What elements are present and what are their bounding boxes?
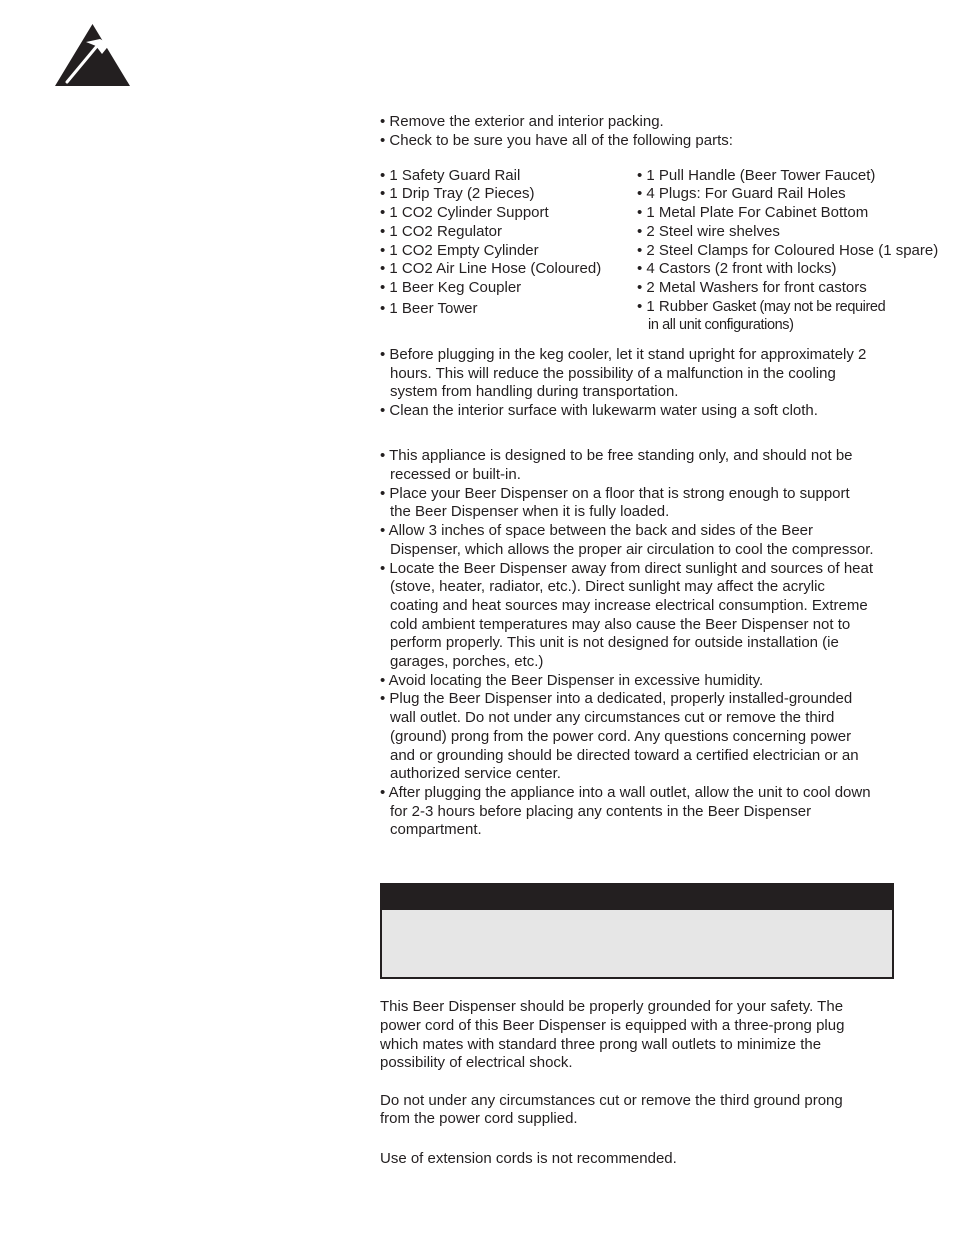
part-item: • 1 Drip Tray (2 Pieces) <box>380 185 535 202</box>
installation-line: coating and heat sources may increase electrical consumption. Extreme <box>390 597 868 614</box>
grounding-line: possibility of electrical shock. <box>380 1054 573 1071</box>
grounding-line: Use of extension cords is not recommended. <box>380 1150 677 1167</box>
installation-line: wall outlet. Do not under any circumstances cut or remove the third <box>390 709 835 726</box>
part-item: • 4 Castors (2 front with locks) <box>637 260 837 277</box>
installation-line: cold ambient temperatures may also cause the Beer Dispenser not to <box>390 616 851 633</box>
installation-line: for 2-3 hours before placing any contents in the Beer Dispenser <box>390 803 812 820</box>
before-use-line: • Clean the interior surface with lukewarm water using a soft cloth. <box>380 402 818 419</box>
gasket-prefix: • 1 Rubber <box>637 298 713 315</box>
part-item: • 1 Beer Keg Coupler <box>380 279 522 296</box>
hammer-triangle-icon <box>55 24 130 86</box>
part-item: • 1 CO2 Air Line Hose (Coloured) <box>380 260 602 277</box>
grounding-line: which mates with standard three prong wall outlets to minimize the <box>380 1036 822 1053</box>
installation-line: (ground) prong from the power cord. Any questions concerning power <box>390 728 852 745</box>
part-item: • 1 CO2 Cylinder Support <box>380 204 549 221</box>
installation-line: • This appliance is designed to be free standing only, and should not be <box>380 447 853 464</box>
installation-line: • Allow 3 inches of space between the back and sides of the Beer <box>380 522 814 539</box>
installation-line: Dispenser, which allows the proper air circulation to cool the compressor. <box>390 541 874 558</box>
before-use-line: • Before plugging in the keg cooler, let it stand upright for approximately 2 <box>380 346 867 363</box>
warning-box <box>380 883 894 979</box>
part-item: • 2 Metal Washers for front castors <box>637 279 867 296</box>
grounding-line: from the power cord supplied. <box>380 1110 578 1127</box>
installation-line: • Avoid locating the Beer Dispenser in excessive humidity. <box>380 672 764 689</box>
part-item: • 1 Beer Tower <box>380 300 478 317</box>
intro-line: • Check to be sure you have all of the following parts: <box>380 132 733 149</box>
grounding-line: power cord of this Beer Dispenser is equipped with a three-prong plug <box>380 1017 845 1034</box>
installation-line: • Plug the Beer Dispenser into a dedicated, properly installed-grounded <box>380 690 853 707</box>
grounding-line: Do not under any circumstances cut or remove the third ground prong <box>380 1092 843 1109</box>
installation-line: the Beer Dispenser when it is fully loaded. <box>390 503 670 520</box>
before-use-line: hours. This will reduce the possibility of a malfunction in the cooling <box>390 365 836 382</box>
part-item: • 1 CO2 Regulator <box>380 223 502 240</box>
installation-line: garages, porches, etc.) <box>390 653 544 670</box>
part-item: • 4 Plugs: For Guard Rail Holes <box>637 185 846 202</box>
installation-line: • Place your Beer Dispenser on a floor that is strong enough to support <box>380 485 850 502</box>
part-item: • 2 Steel Clamps for Coloured Hose (1 spare) <box>637 242 939 259</box>
installation-line: • Locate the Beer Dispenser away from direct sunlight and sources of heat <box>380 560 874 577</box>
grounding-line: This Beer Dispenser should be properly grounded for your safety. The <box>380 998 844 1015</box>
gasket-note: Gasket (may not be required <box>712 299 886 315</box>
part-item: • 1 Metal Plate For Cabinet Bottom <box>637 204 869 221</box>
installation-line: recessed or built-in. <box>390 466 521 483</box>
part-item-gasket <box>637 298 885 316</box>
installation-line: (stove, heater, radiator, etc.). Direct sunlight may affect the acrylic <box>390 578 825 595</box>
intro-line: • Remove the exterior and interior packing. <box>380 113 664 130</box>
installation-line: and or grounding should be directed toward a certified electrician or an <box>390 747 859 764</box>
installation-line: perform properly. This unit is not designed for outside installation (ie <box>390 634 839 651</box>
installation-line: compartment. <box>390 821 482 838</box>
before-use-line: system from handling during transportation. <box>390 383 679 400</box>
part-item: • 1 Safety Guard Rail <box>380 167 521 184</box>
installation-line: authorized service center. <box>390 765 561 782</box>
warning-box-header <box>382 885 892 910</box>
part-item: • 1 Pull Handle (Beer Tower Faucet) <box>637 167 876 184</box>
part-item: • 1 CO2 Empty Cylinder <box>380 242 539 259</box>
part-item: • 2 Steel wire shelves <box>637 223 780 240</box>
installation-line: • After plugging the appliance into a wall outlet, allow the unit to cool down <box>380 784 871 801</box>
gasket-note-continued: in all unit configurations) <box>648 317 794 333</box>
